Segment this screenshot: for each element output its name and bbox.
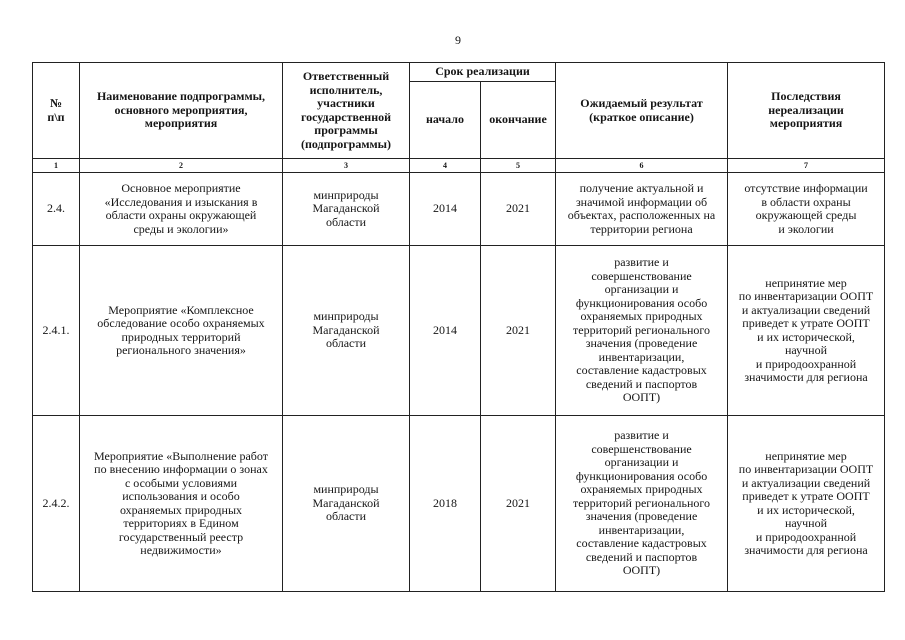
column-number-2: 2 [80, 159, 283, 173]
row-result-cell: развитие и совершенствование организации и функционирования особо охраняемых природных территорий регионального значения (проведение инвентаризации, составление кадастровых сведений и паспортов ООПТ) [556, 246, 728, 416]
row-result-cell: получение актуальной и значимой информации об объектах, расположенных на территории региона [556, 173, 728, 246]
row-number-cell: 2.4.1. [33, 246, 80, 416]
row-start-cell: 2018 [410, 416, 481, 592]
column-number-5: 5 [481, 159, 556, 173]
row-end-cell: 2021 [481, 246, 556, 416]
row-number-cell: 2.4.2. [33, 416, 80, 592]
column-number-7: 7 [728, 159, 885, 173]
row-name-cell: Основное мероприятие «Исследования и изыскания в области охраны окружающей среды и экологии» [80, 173, 283, 246]
row-start-cell: 2014 [410, 173, 481, 246]
header-number: № п\п [33, 63, 80, 159]
column-number-1: 1 [33, 159, 80, 173]
row-end-cell: 2021 [481, 173, 556, 246]
header-executor: Ответственный исполнитель, участники государственной программы (подпрограммы) [283, 63, 410, 159]
header-row-top [33, 63, 885, 82]
activities-table [32, 62, 885, 592]
table-row [33, 246, 885, 416]
column-number-row [33, 159, 885, 173]
row-start-cell: 2014 [410, 246, 481, 416]
row-executor-cell: минприроды Магаданской области [283, 416, 410, 592]
row-end-cell: 2021 [481, 416, 556, 592]
header-name: Наименование подпрограммы, основного мероприятия, мероприятия [80, 63, 283, 159]
row-number-cell: 2.4. [33, 173, 80, 246]
header-period: Срок реализации [410, 63, 556, 82]
row-result-cell: развитие и совершенствование организации и функционирования особо охраняемых природных территорий регионального значения (проведение инвентаризации, составление кадастровых сведений и паспортов ООПТ) [556, 416, 728, 592]
header-end: окончание [481, 82, 556, 159]
column-number-3: 3 [283, 159, 410, 173]
table-row [33, 416, 885, 592]
row-name-cell: Мероприятие «Комплексное обследование особо охраняемых природных территорий регионального значения» [80, 246, 283, 416]
row-consequences-cell: отсутствие информации в области охраны окружающей среды и экологии [728, 173, 885, 246]
header-result: Ожидаемый результат (краткое описание) [556, 63, 728, 159]
page-number: 9 [455, 33, 461, 47]
row-name-cell: Мероприятие «Выполнение работ по внесению информации о зонах с особыми условиями использования и особо охраняемых природных территориях в Едином государственный реестр недвижимости» [80, 416, 283, 592]
table-row [33, 173, 885, 246]
column-number-6: 6 [556, 159, 728, 173]
header-start: начало [410, 82, 481, 159]
row-executor-cell: минприроды Магаданской области [283, 246, 410, 416]
header-consequences: Последствия нереализации мероприятия [728, 63, 885, 159]
column-number-4: 4 [410, 159, 481, 173]
row-consequences-cell: непринятие мер по инвентаризации ООПТ и актуализации сведений приведет к утрате ООПТ и их исторической, научной и природоохранной значимости для региона [728, 246, 885, 416]
row-executor-cell: минприроды Магаданской области [283, 173, 410, 246]
row-consequences-cell: непринятие мер по инвентаризации ООПТ и актуализации сведений приведет к утрате ООПТ и их исторической, научной и природоохранной значимости для региона [728, 416, 885, 592]
